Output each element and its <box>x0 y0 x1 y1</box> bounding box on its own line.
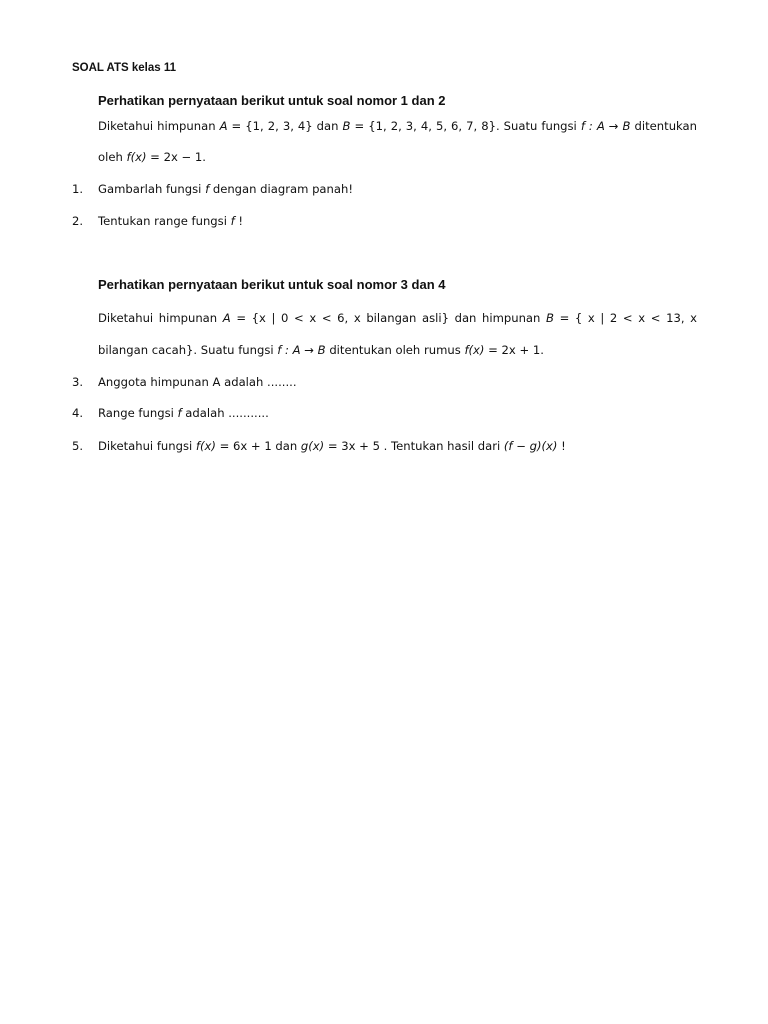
function-gx: g(x) <box>300 439 325 453</box>
set-b-symbol: B <box>342 119 351 133</box>
function-symbol: f <box>177 406 182 420</box>
section-2-heading: Perhatikan pernyataan berikut untuk soal nomor 3 dan 4 <box>98 277 446 292</box>
function-fx: f(x) <box>464 343 485 357</box>
text-part: Diketahui himpunan <box>98 311 223 325</box>
text-part: Diketahui fungsi <box>98 439 196 453</box>
function-symbol: f : A <box>277 343 301 357</box>
text-part: = {1, 2, 3, 4} dan <box>227 119 343 133</box>
text-part: Range fungsi <box>98 406 178 420</box>
set-b-symbol: B <box>622 119 631 133</box>
text-part: = 2x + 1. <box>484 343 544 357</box>
question-5-text <box>98 438 566 454</box>
text-part: = 2x − 1. <box>146 150 206 164</box>
arrow-symbol: → <box>604 119 623 133</box>
question-1-number: 1. <box>72 182 84 196</box>
set-a-symbol: A <box>219 119 228 133</box>
text-part: = {x | 0 < x < 6, x bilangan asli} dan himpunan <box>230 311 547 325</box>
set-b-symbol: B <box>317 343 326 357</box>
text-part: = 6x + 1 dan <box>215 439 301 453</box>
section-2-statement-line-2 <box>98 342 544 358</box>
text-part: bilangan cacah}. Suatu fungsi <box>98 343 278 357</box>
text-part: = 3x + 5 . Tentukan hasil dari <box>324 439 504 453</box>
text-part: ! <box>234 214 244 228</box>
text-part: Tentukan range fungsi <box>98 214 231 228</box>
question-4-number: 4. <box>72 406 84 420</box>
function-symbol: f : A <box>580 119 605 133</box>
text-part: dengan diagram panah! <box>209 182 353 196</box>
function-fx: f(x) <box>195 439 216 453</box>
question-3-text <box>98 374 297 390</box>
question-2-text <box>98 213 243 229</box>
question-5-number: 5. <box>72 439 84 453</box>
function-fx: f(x) <box>126 150 147 164</box>
text-part: adalah ........... <box>181 406 269 420</box>
set-b-symbol: B <box>546 311 554 325</box>
section-2-statement-line-1 <box>98 310 697 326</box>
function-symbol: f <box>230 214 235 228</box>
question-3-number: 3. <box>72 375 84 389</box>
question-2-number: 2. <box>72 214 84 228</box>
function-symbol: f <box>205 182 210 196</box>
text-part: ditentukan oleh rumus <box>325 343 465 357</box>
question-4-text <box>98 405 269 421</box>
section-1-statement-line-1 <box>98 118 697 134</box>
section-1-statement-line-2 <box>98 149 206 165</box>
document-title: SOAL ATS kelas 11 <box>72 62 176 74</box>
text-part: Diketahui himpunan <box>98 119 220 133</box>
text-part: Anggota himpunan A adalah ........ <box>98 375 297 389</box>
text-part: = {1, 2, 3, 4, 5, 6, 7, 8}. Suatu fungsi <box>350 119 581 133</box>
text-part: ! <box>557 439 566 453</box>
text-part: Gambarlah fungsi <box>98 182 206 196</box>
arrow-symbol: → <box>300 343 318 357</box>
function-f-minus-g: (f − g)(x) <box>503 439 558 453</box>
text-part: = { x | 2 < x < 13, x <box>553 311 697 325</box>
set-a-symbol: A <box>222 311 231 325</box>
section-1-heading: Perhatikan pernyataan berikut untuk soal nomor 1 dan 2 <box>98 93 446 108</box>
text-part: ditentukan <box>630 119 698 133</box>
question-1-text <box>98 181 353 197</box>
text-part: oleh <box>98 150 127 164</box>
